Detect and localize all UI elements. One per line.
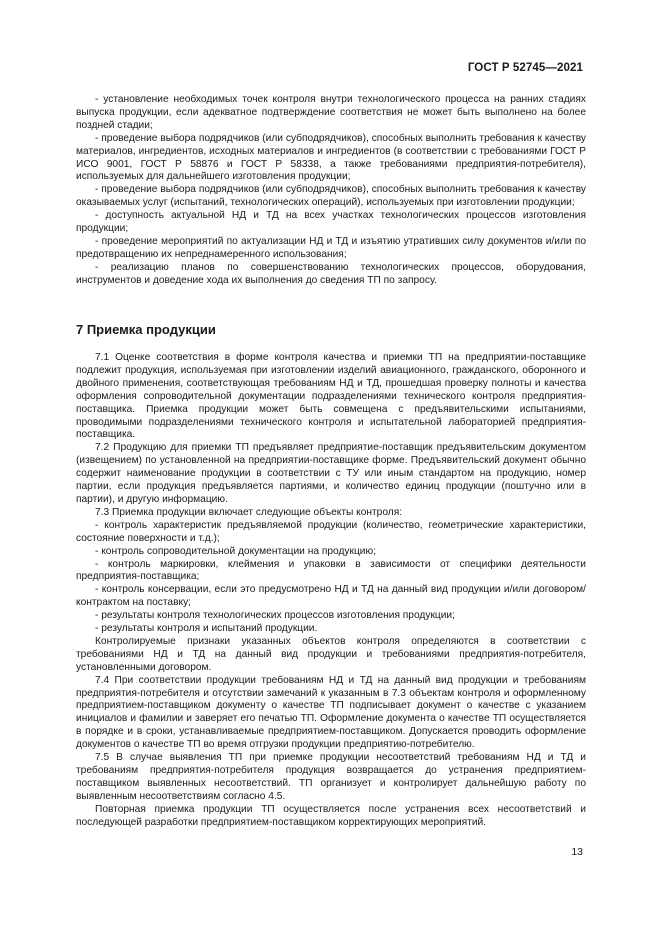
- paragraph: Контролируемые признаки указанных объектов контроля определяются в соответствии с требованиями НД и ТД на данный вид продукции и требованиями предприятия-потребителя, установленными договором.: [76, 635, 586, 673]
- paragraph: Повторная приемка продукции ТП осуществляется после устранения всех несоответствий и последующей разработки предприятием-поставщиком корректирующих мероприятий.: [76, 803, 586, 828]
- paragraph-7-2: 7.2 Продукцию для приемки ТП предъявляет предприятие-поставщик предъявительским документом (извещением) по установленной на предприятии-поставщике форме. Предъявительский документ обычно содержит наименование продукции в соответствии с ТУ или иным стандартом на продукцию, номер партии, если продукция предъявляется партиями, и количество единиц продукции (поштучно или в партии), и другую информацию.: [76, 442, 586, 505]
- list-item: - реализацию планов по совершенствованию технологических процессов, оборудования, инструментов и доведение хода их выполнения до сведения ТП по запросу.: [76, 261, 586, 286]
- list-item: - контроль маркировки, клеймения и упаковки в зависимости от специфики деятельности предприятия-поставщика;: [76, 558, 586, 583]
- list-item: - проведение мероприятий по актуализации НД и ТД и изъятию утративших силу документов и/или по предотвращению их непреднамеренного использования;: [76, 235, 586, 260]
- list-item: - контроль консервации, если это предусмотрено НД и ТД на данный вид продукции и/или договором/контрактом на поставку;: [76, 584, 586, 609]
- list-item: - результаты контроля и испытаний продукции.: [95, 623, 318, 635]
- list-item: - установление необходимых точек контроля внутри технологического процесса на ранних стадиях выпуска продукции, если адекватное подтверждение соответствия не может быть выполнено на более поздней стадии;: [76, 94, 586, 131]
- paragraph-7-4: 7.4 При соответствии продукции требованиям НД и ТД на данный вид продукции и требованиям предприятия-потребителя и отсутствии замечаний к указанным в 7.3 объектам контроля и оформленному предприятием-поставщиком документу о качестве ТП подписывает документ о качестве с указанием инициалов и фамилии и заверяет его печатью ТП. Оформление документа о качестве ТП осуществляется в порядке и в сроки, устанавливаемые предприятием-поставщиком. Допускается проводить оформление документов о качестве ТП во время отгрузки продукции предприятию-потребителю.: [76, 674, 586, 751]
- list-item: - результаты контроля технологических процессов изготовления продукции;: [95, 610, 455, 622]
- list-item: - контроль сопроводительной документации на продукцию;: [95, 545, 376, 557]
- list-item: - доступность актуальной НД и ТД на всех участках технологических процессов изготовления продукции;: [76, 210, 586, 235]
- page-number: 13: [571, 846, 583, 858]
- section-heading: 7 Приемка продукции: [76, 322, 216, 337]
- paragraph-7-5: 7.5 В случае выявления ТП при приемке продукции несоответствий требованиям НД и ТД и требованиям предприятия-потребителя продукция возвращается до устранения предприятием-поставщиком выявленных несоответствий. ТП организует и контролирует дальнейшую работу по выявленным несоответствиям согласно 4.5.: [76, 752, 586, 802]
- paragraph-7-1: 7.1 Оценке соответствия в форме контроля качества и приемки ТП на предприятии-поставщике подлежит продукция, используемая при изготовлении изделий авиационного, гражданского, оборонного и двойного применения, соответствующая требованиям НД и ТД, прошедшая проверку полноты и качества оформления сопроводительной документации подразделениями технического контроля предприятия-поставщика. Приемка продукции может быть совмещена с предъявительскими испытаниями, проводимыми подразделениями технического контроля и испытательной лабораторией предприятия-поставщика.: [76, 352, 586, 441]
- list-item: - контроль характеристик предъявляемой продукции (количество, геометрические характеристики, состояние поверхности и т.д.);: [76, 519, 586, 544]
- list-item: - проведение выбора подрядчиков (или субподрядчиков), способных выполнить требования к качеству материалов, ингредиентов, исходных материалов и ингредиентов (в соответствии с требованиями ГОСТ Р ИСО 9001, ГОСТ Р 58876 и ГОСТ Р 58338, а также требованиями предприятия-потребителя), используемых для дальнейшего изготовления продукции;: [76, 132, 586, 183]
- paragraph-7-3: 7.3 Приемка продукции включает следующие объекты контроля:: [95, 506, 403, 518]
- section-body: [76, 352, 586, 830]
- list-item: - проведение выбора подрядчиков (или субподрядчиков), способных выполнить требования к качеству оказываемых услуг (испытаний, технологических операций), используемых при изготовлении продукции;: [76, 184, 586, 209]
- requirements-list: [76, 94, 586, 288]
- standard-number: ГОСТ Р 52745—2021: [467, 62, 583, 74]
